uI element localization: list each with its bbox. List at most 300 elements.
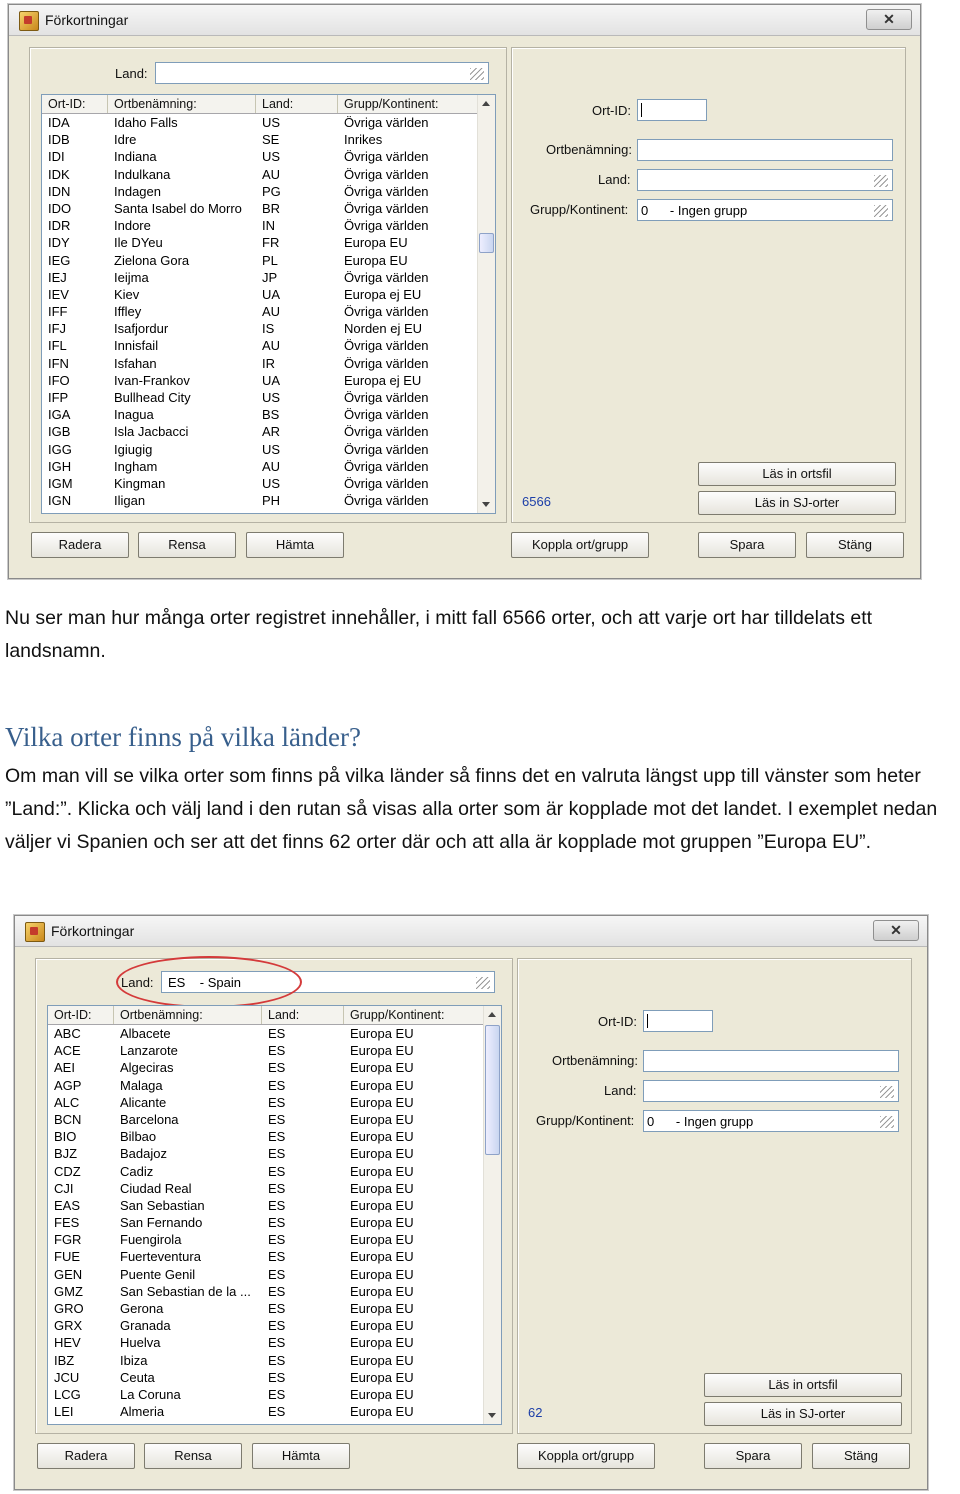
spara-button[interactable]: Spara — [704, 1443, 802, 1469]
app-icon — [25, 922, 45, 942]
title-bar[interactable] — [9, 5, 920, 36]
list-row[interactable] — [48, 1403, 486, 1420]
col-header-land[interactable]: Land: — [262, 1006, 344, 1024]
hamta-button[interactable]: Hämta — [246, 532, 344, 558]
col-header-grupp[interactable]: Grupp/Kontinent: — [344, 1006, 486, 1024]
list-row[interactable] — [42, 406, 480, 423]
resize-grip-icon — [880, 1116, 894, 1128]
scroll-down-icon[interactable] — [482, 502, 490, 507]
cell-grupp: Övriga världen — [344, 149, 429, 165]
list-row[interactable] — [48, 1386, 486, 1403]
list-row[interactable] — [42, 337, 480, 354]
rensa-button[interactable]: Rensa — [138, 532, 236, 558]
cell-ortid: LEI — [54, 1404, 74, 1420]
koppla-ort-grupp-button[interactable]: Koppla ort/grupp — [517, 1443, 655, 1469]
cell-ortbenamning: Ieijma — [114, 269, 149, 285]
land-combo[interactable] — [637, 169, 893, 191]
list-row[interactable] — [48, 1163, 486, 1180]
las-in-ortsfil-button[interactable]: Läs in ortsfil — [698, 462, 896, 486]
cell-ortid: IDK — [48, 166, 70, 182]
grupp-value: 0 - Ingen grupp — [647, 1114, 754, 1129]
cell-ortid: FES — [54, 1215, 80, 1231]
cell-land: ES — [268, 1146, 286, 1162]
list-row[interactable] — [48, 1266, 486, 1283]
cell-grupp: Övriga världen — [344, 458, 429, 474]
resize-grip-icon — [874, 205, 888, 217]
cell-ortid: IDR — [48, 218, 71, 234]
cell-land: ES — [268, 1026, 286, 1041]
cell-grupp: Europa EU — [350, 1129, 414, 1145]
cell-ortid: IDI — [48, 149, 65, 165]
list-row[interactable] — [48, 1042, 486, 1059]
paragraph-instructions: Om man vill se vilka orter som finns på vilka länder så finns det en valruta längst upp till vänster som heter ”Land:”. Klicka och välj land i den rutan så visas alla orter som är kopplade mot det landet. I exemplet nedan väljer vi Spanien och ser att det finns 62 orter där och att alla är kopplade mot gruppen ”Europa EU”. — [5, 765, 938, 853]
cell-land: PH — [262, 493, 281, 509]
cell-grupp: Övriga världen — [344, 424, 429, 440]
land-filter-value: ES - Spain — [168, 975, 241, 990]
list-row[interactable] — [48, 1077, 486, 1094]
las-in-sj-orter-button[interactable]: Läs in SJ-orter — [698, 491, 896, 515]
cell-grupp: Europa EU — [350, 1111, 414, 1127]
cell-ortbenamning: Cadiz — [120, 1163, 154, 1179]
cell-grupp: Norden ej EU — [344, 321, 423, 337]
col-header-ortid[interactable]: Ort-ID: — [48, 1006, 114, 1024]
list-row[interactable] — [42, 217, 480, 234]
list-row[interactable] — [42, 475, 480, 492]
list-row[interactable] — [42, 355, 480, 372]
cell-ortbenamning: Igiugig — [114, 441, 153, 457]
cell-land: ES — [268, 1094, 286, 1110]
land-filter-label: Land: — [121, 975, 154, 990]
cell-land: ES — [268, 1301, 286, 1316]
cell-land: ES — [268, 1077, 286, 1093]
list-row[interactable] — [42, 320, 480, 337]
cell-ortid: BJZ — [54, 1146, 78, 1162]
cell-ortbenamning: San Sebastian de la ... — [120, 1283, 251, 1299]
resize-grip-icon — [470, 68, 484, 80]
list-row[interactable] — [48, 1300, 486, 1317]
list-scrollbar[interactable] — [483, 1006, 501, 1424]
cell-ortbenamning: Isafjordur — [114, 321, 169, 337]
cell-land: ES — [268, 1352, 286, 1368]
close-icon[interactable]: ✕ — [873, 920, 919, 941]
cell-land: AU — [262, 338, 281, 354]
cell-land: US — [262, 115, 281, 130]
cell-grupp: Europa EU — [350, 1163, 414, 1179]
cell-land: ES — [268, 1369, 286, 1385]
list-rows — [48, 1025, 486, 1420]
cell-ortbenamning: Idre — [114, 132, 137, 148]
cell-ortbenamning: Alicante — [120, 1094, 167, 1110]
cell-ortbenamning: Ivan-Frankov — [114, 372, 190, 388]
hamta-button[interactable]: Hämta — [252, 1443, 350, 1469]
cell-ortid: ACE — [54, 1043, 81, 1059]
cell-ortbenamning: Ibiza — [120, 1352, 148, 1368]
cell-land: IS — [262, 321, 275, 337]
cell-ortid: IFL — [48, 338, 67, 354]
cell-grupp: Övriga världen — [344, 390, 429, 405]
scroll-thumb[interactable] — [479, 233, 494, 253]
cell-grupp: Övriga världen — [344, 115, 429, 130]
list-row[interactable] — [42, 286, 480, 303]
cell-grupp: Europa EU — [350, 1043, 414, 1059]
cell-ortbenamning: Badajoz — [120, 1146, 167, 1162]
ortbenamning-label: Ortbenämning: — [546, 142, 632, 157]
cell-grupp: Övriga världen — [344, 304, 429, 320]
radera-button[interactable]: Radera — [31, 532, 129, 558]
land-filter-combo[interactable] — [155, 62, 489, 84]
cell-land: US — [262, 475, 281, 491]
cell-land: AU — [262, 166, 281, 182]
list-row[interactable] — [42, 114, 480, 131]
cell-ortid: IEG — [48, 252, 71, 268]
scroll-thumb[interactable] — [485, 1025, 500, 1155]
cell-ortbenamning: Fuerteventura — [120, 1249, 201, 1265]
cell-grupp: Europa EU — [350, 1232, 414, 1248]
app-icon — [19, 11, 39, 31]
cell-ortbenamning: Isla Jacbacci — [114, 424, 189, 440]
cell-grupp: Europa EU — [344, 252, 408, 268]
orter-count: 6566 — [522, 494, 551, 509]
cell-land: FR — [262, 235, 280, 251]
cell-grupp: Europa EU — [344, 235, 408, 251]
cell-ortid: IDO — [48, 200, 72, 216]
window-title: Förkortningar — [51, 923, 135, 939]
cell-ortbenamning: San Sebastian — [120, 1197, 205, 1213]
cell-grupp: Europa EU — [350, 1404, 414, 1420]
list-row[interactable] — [48, 1180, 486, 1197]
ortbenamning-label: Ortbenämning: — [552, 1053, 638, 1068]
cell-ortid: IEJ — [48, 269, 67, 285]
cell-land: ES — [268, 1232, 286, 1248]
text-caret — [641, 103, 642, 117]
list-row[interactable] — [42, 423, 480, 440]
cell-grupp: Övriga världen — [344, 183, 429, 199]
orter-list[interactable] — [47, 1005, 502, 1425]
list-row[interactable] — [42, 148, 480, 165]
grupp-label: Grupp/Kontinent: — [530, 202, 629, 217]
cell-ortbenamning: Fuengirola — [120, 1232, 182, 1248]
stang-button[interactable]: Stäng — [806, 532, 904, 558]
list-row[interactable] — [42, 389, 480, 406]
cell-land: IR — [262, 355, 275, 371]
land-combo[interactable] — [643, 1080, 899, 1102]
cell-grupp: Europa EU — [350, 1249, 414, 1265]
list-row[interactable] — [48, 1197, 486, 1214]
cell-ortid: GEN — [54, 1266, 83, 1282]
list-row[interactable] — [48, 1094, 486, 1111]
list-row[interactable] — [42, 269, 480, 286]
col-header-land[interactable]: Land: — [256, 95, 338, 113]
cell-ortbenamning: Gerona — [120, 1301, 164, 1316]
cell-ortid: EAS — [54, 1197, 81, 1213]
list-row[interactable] — [42, 492, 480, 509]
cell-land: AR — [262, 424, 281, 440]
resize-grip-icon — [476, 977, 490, 989]
list-row[interactable] — [42, 166, 480, 183]
list-row[interactable] — [42, 458, 480, 475]
cell-ortbenamning: Indore — [114, 218, 151, 234]
resize-grip-icon — [874, 175, 888, 187]
cell-land: ES — [268, 1111, 286, 1127]
cell-ortbenamning: Almeria — [120, 1404, 165, 1420]
cell-ortbenamning: Indagen — [114, 183, 161, 199]
cell-grupp: Inrikes — [344, 132, 383, 148]
cell-grupp: Övriga världen — [344, 475, 429, 491]
ortid-field[interactable] — [637, 99, 707, 121]
cell-grupp: Övriga världen — [344, 166, 429, 182]
cell-land: PG — [262, 183, 281, 199]
list-header — [48, 1006, 486, 1025]
cell-ortid: IFN — [48, 355, 69, 371]
cell-grupp: Europa EU — [350, 1094, 414, 1110]
cell-ortbenamning: Kiev — [114, 286, 140, 302]
cell-ortbenamning: Ceuta — [120, 1369, 155, 1385]
list-row[interactable] — [42, 234, 480, 251]
cell-ortbenamning: La Coruna — [120, 1386, 181, 1402]
cell-land: ES — [268, 1283, 286, 1299]
cell-ortbenamning: Huelva — [120, 1335, 161, 1351]
cell-grupp: Övriga världen — [344, 269, 429, 285]
cell-ortbenamning: Algeciras — [120, 1060, 174, 1076]
cell-ortid: GRX — [54, 1318, 83, 1334]
cell-ortid: BIO — [54, 1129, 77, 1145]
koppla-ort-grupp-button[interactable]: Koppla ort/grupp — [511, 532, 649, 558]
cell-grupp: Övriga världen — [344, 218, 429, 234]
cell-ortid: HEV — [54, 1335, 81, 1351]
highlight-ellipse — [116, 956, 302, 1008]
cell-ortbenamning: Iligan — [114, 493, 146, 509]
cell-grupp: Europa EU — [350, 1077, 414, 1093]
list-row[interactable] — [48, 1231, 486, 1248]
cell-ortid: ALC — [54, 1094, 80, 1110]
cell-ortbenamning: Barcelona — [120, 1111, 179, 1127]
cell-grupp: Övriga världen — [344, 407, 429, 423]
cell-ortid: IDN — [48, 183, 71, 199]
scroll-down-icon[interactable] — [488, 1413, 496, 1418]
col-header-grupp[interactable]: Grupp/Kontinent: — [338, 95, 480, 113]
cell-grupp: Europa EU — [350, 1369, 414, 1385]
list-row[interactable] — [42, 441, 480, 458]
orter-list[interactable] — [41, 94, 496, 514]
cell-grupp: Europa ej EU — [344, 286, 422, 302]
cell-ortbenamning: Iffley — [114, 304, 142, 320]
cell-grupp: Europa EU — [350, 1318, 414, 1334]
ortid-label: Ort-ID: — [598, 1014, 637, 1029]
list-row[interactable] — [48, 1111, 486, 1128]
cell-ortid: BCN — [54, 1111, 82, 1127]
cell-land: US — [262, 441, 281, 457]
cell-land: BR — [262, 200, 281, 216]
col-header-ortid[interactable]: Ort-ID: — [42, 95, 108, 113]
cell-land: ES — [268, 1060, 286, 1076]
list-row[interactable] — [42, 200, 480, 217]
cell-ortid: GRO — [54, 1301, 84, 1316]
list-row[interactable] — [42, 303, 480, 320]
cell-grupp: Europa ej EU — [344, 372, 422, 388]
list-row[interactable] — [48, 1248, 486, 1265]
list-row[interactable] — [48, 1128, 486, 1145]
cell-land: ES — [268, 1318, 286, 1334]
list-row[interactable] — [48, 1145, 486, 1162]
grupp-label: Grupp/Kontinent: — [536, 1113, 635, 1128]
cell-ortbenamning: Puente Genil — [120, 1266, 196, 1282]
list-row[interactable] — [48, 1025, 486, 1042]
cell-ortid: AEI — [54, 1060, 75, 1076]
cell-ortbenamning: Zielona Gora — [114, 252, 190, 268]
cell-grupp: Övriga världen — [344, 355, 429, 371]
cell-grupp: Övriga världen — [344, 441, 429, 457]
scroll-up-icon[interactable] — [488, 1012, 496, 1017]
cell-ortid: CDZ — [54, 1163, 81, 1179]
cell-ortid: IGG — [48, 441, 72, 457]
cell-grupp: Europa EU — [350, 1386, 414, 1402]
list-row[interactable] — [48, 1214, 486, 1231]
land-label: Land: — [604, 1083, 637, 1098]
cell-land: ES — [268, 1215, 286, 1231]
cell-ortid: LCG — [54, 1386, 81, 1402]
ortid-field[interactable] — [643, 1010, 713, 1032]
cell-grupp: Europa EU — [350, 1266, 414, 1282]
cell-land: ES — [268, 1266, 286, 1282]
cell-ortid: IGB — [48, 424, 71, 440]
cell-land: ES — [268, 1043, 286, 1059]
list-row[interactable] — [48, 1352, 486, 1369]
cell-grupp: Europa EU — [350, 1026, 414, 1041]
right-panel — [517, 958, 912, 1434]
cell-ortid: IEV — [48, 286, 69, 302]
list-rows — [42, 114, 480, 509]
cell-grupp: Europa EU — [350, 1283, 414, 1299]
cell-land: ES — [268, 1335, 286, 1351]
cell-ortbenamning: Granada — [120, 1318, 171, 1334]
cell-land: JP — [262, 269, 278, 285]
left-panel — [29, 47, 507, 523]
cell-ortbenamning: Lanzarote — [120, 1043, 178, 1059]
cell-ortid: IGA — [48, 407, 71, 423]
cell-ortbenamning: San Fernando — [120, 1215, 203, 1231]
cell-ortid: FGR — [54, 1232, 82, 1248]
list-row[interactable] — [48, 1283, 486, 1300]
cell-land: US — [262, 390, 281, 405]
cell-ortbenamning: Santa Isabel do Morro — [114, 200, 242, 216]
cell-grupp: Europa EU — [350, 1215, 414, 1231]
cell-grupp: Europa EU — [350, 1352, 414, 1368]
ortbenamning-field[interactable] — [637, 139, 893, 161]
cell-land: UA — [262, 372, 281, 388]
list-row[interactable] — [42, 372, 480, 389]
stang-button[interactable]: Stäng — [812, 1443, 910, 1469]
list-scrollbar[interactable] — [477, 95, 495, 513]
cell-ortbenamning: Bullhead City — [114, 390, 191, 405]
list-row[interactable] — [42, 131, 480, 148]
cell-ortid: IFO — [48, 372, 70, 388]
cell-ortid: IDY — [48, 235, 70, 251]
cell-ortbenamning: Indulkana — [114, 166, 171, 182]
cell-ortbenamning: Malaga — [120, 1077, 163, 1093]
cell-land: US — [262, 149, 281, 165]
radera-button[interactable]: Radera — [37, 1443, 135, 1469]
col-header-ortbenamning[interactable]: Ortbenämning: — [114, 1006, 262, 1024]
cell-ortid: GMZ — [54, 1283, 83, 1299]
cell-ortid: AGP — [54, 1077, 82, 1093]
cell-grupp: Europa EU — [350, 1197, 414, 1213]
cell-land: UA — [262, 286, 281, 302]
cell-ortbenamning: Ingham — [114, 458, 158, 474]
grupp-value: 0 - Ingen grupp — [641, 203, 748, 218]
cell-ortbenamning: Innisfail — [114, 338, 159, 354]
las-in-ortsfil-button[interactable]: Läs in ortsfil — [704, 1373, 902, 1397]
cell-ortid: IFP — [48, 390, 69, 405]
cell-ortid: IDB — [48, 132, 70, 148]
cell-ortbenamning: Idaho Falls — [114, 115, 178, 130]
grupp-combo[interactable] — [643, 1110, 899, 1132]
cell-land: ES — [268, 1129, 286, 1145]
cell-grupp: Övriga världen — [344, 200, 429, 216]
cell-ortid: IFF — [48, 304, 68, 320]
las-in-sj-orter-button[interactable]: Läs in SJ-orter — [704, 1402, 902, 1426]
cell-ortbenamning: Ciudad Real — [120, 1180, 192, 1196]
cell-land: AU — [262, 458, 281, 474]
cell-ortbenamning: Albacete — [120, 1026, 171, 1041]
cell-ortbenamning: Isfahan — [114, 355, 157, 371]
land-filter-label: Land: — [115, 66, 148, 81]
list-row[interactable] — [48, 1317, 486, 1334]
land-label: Land: — [598, 172, 631, 187]
cell-land: ES — [268, 1163, 286, 1179]
cell-ortid: FUE — [54, 1249, 80, 1265]
cell-land: ES — [268, 1197, 286, 1213]
title-bar[interactable] — [15, 916, 927, 947]
cell-grupp: Europa EU — [350, 1301, 414, 1316]
cell-land: ES — [268, 1180, 286, 1196]
grupp-combo[interactable] — [637, 199, 893, 221]
cell-ortid: IGN — [48, 493, 72, 509]
cell-ortid: IBZ — [54, 1352, 75, 1368]
ortid-label: Ort-ID: — [592, 103, 631, 118]
list-header — [42, 95, 480, 114]
cell-ortbenamning: Bilbao — [120, 1129, 157, 1145]
cell-ortbenamning: Ile DYeu — [114, 235, 163, 251]
cell-land: ES — [268, 1249, 286, 1265]
list-row[interactable] — [42, 183, 480, 200]
spara-button[interactable]: Spara — [698, 532, 796, 558]
window-forkortningar-1 — [8, 4, 921, 579]
cell-land: ES — [268, 1386, 286, 1402]
section-heading: Vilka orter finns på vilka länder? — [5, 722, 361, 752]
orter-count: 62 — [528, 1405, 543, 1420]
cell-grupp: Övriga världen — [344, 338, 429, 354]
cell-ortid: ABC — [54, 1026, 81, 1041]
cell-land: SE — [262, 132, 280, 148]
list-row[interactable] — [48, 1059, 486, 1076]
window-forkortningar-2 — [14, 915, 928, 1490]
rensa-button[interactable]: Rensa — [144, 1443, 242, 1469]
close-icon[interactable]: ✕ — [866, 9, 912, 30]
cell-land: AU — [262, 304, 281, 320]
list-row[interactable] — [48, 1369, 486, 1386]
cell-ortid: CJI — [54, 1180, 74, 1196]
list-row[interactable] — [42, 252, 480, 269]
cell-ortid: IGH — [48, 458, 72, 474]
cell-ortid: IDA — [48, 115, 70, 130]
list-row[interactable] — [48, 1334, 486, 1351]
cell-land: PL — [262, 252, 278, 268]
scroll-up-icon[interactable] — [482, 101, 490, 106]
cell-land: ES — [268, 1404, 286, 1420]
col-header-ortbenamning[interactable]: Ortbenämning: — [108, 95, 256, 113]
paragraph-intro: Nu ser man hur många orter registret innehåller, i mitt fall 6566 orter, och att varje ort har tilldelats ett landsnamn. — [5, 607, 873, 662]
ortbenamning-field[interactable] — [643, 1050, 899, 1072]
